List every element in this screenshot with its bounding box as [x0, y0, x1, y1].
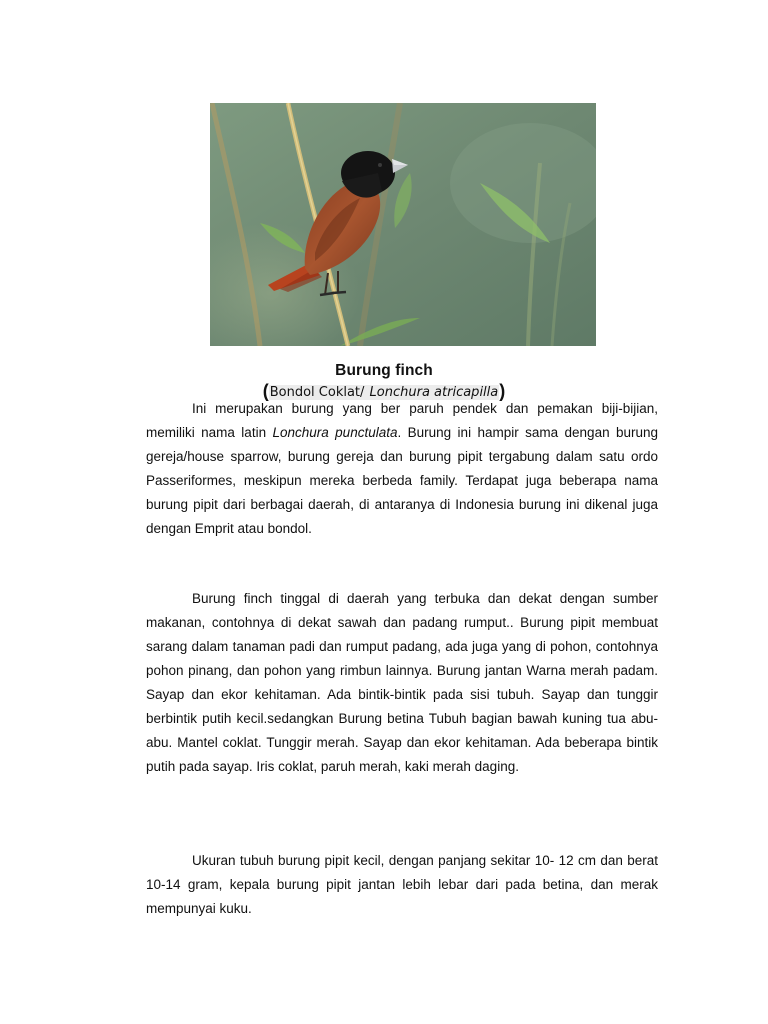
paragraph-1 [146, 397, 658, 541]
paragraph-1-text-b: . Burung ini hampir sama dengan burung gereja/house sparrow, burung gereja dan burung pipit tergabung dalam satu ordo Passeriformes, meskipun mereka berbeda family. Terdapat juga beberapa nama burung pipit dari berbagai daerah, di antaranya di Indonesia burung ini dikenal juga dengan Emprit atau bondol. [146, 425, 659, 536]
document-title: Burung finch [335, 362, 433, 379]
subtitle-close-paren: ) [499, 381, 506, 401]
bird-photo [210, 103, 596, 346]
bird-illustration [210, 103, 596, 346]
paragraph-2: Burung finch tinggal di daerah yang terbuka dan dekat dengan sumber makanan, contohnya di dekat sawah dan padang rumput.. Burung pipit membuat sarang dalam tanaman padi dan rumput padang, ada juga yang di pohon, contohnya pohon pinang, dan pohon yang rimbun lainnya. Burung jantan Warna merah padam. Sayap dan ekor kehitaman. Ada bintik-bintik pada sisi tubuh. Sayap dan tunggir berbintik putih kecil.sedangkan Burung betina Tubuh bagian bawah kuning tua abu-abu. Mantel coklat. Tunggir merah. Sayap dan ekor kehitaman. Ada beberapa bintik putih pada sayap. Iris coklat, paruh merah, kaki merah daging. [146, 591, 658, 774]
paragraph-1-text-a: Ini merupakan burung yang ber paruh pendek dan pemakan biji-bijian, memiliki nama latin [146, 401, 658, 440]
paragraph-1-latin-name: Lonchura punctulata [272, 425, 398, 440]
subtitle-open-paren: ( [262, 381, 269, 401]
paragraph-3: Ukuran tubuh burung pipit kecil, dengan panjang sekitar 10- 12 cm dan berat 10-14 gram, kepala burung pipit jantan lebih lebar dari pada betina, dan merak mempunyai kuku. [146, 853, 658, 916]
common-name: Bondol Coklat/ [269, 385, 369, 400]
latin-name: Lonchura atricapilla [369, 385, 499, 400]
